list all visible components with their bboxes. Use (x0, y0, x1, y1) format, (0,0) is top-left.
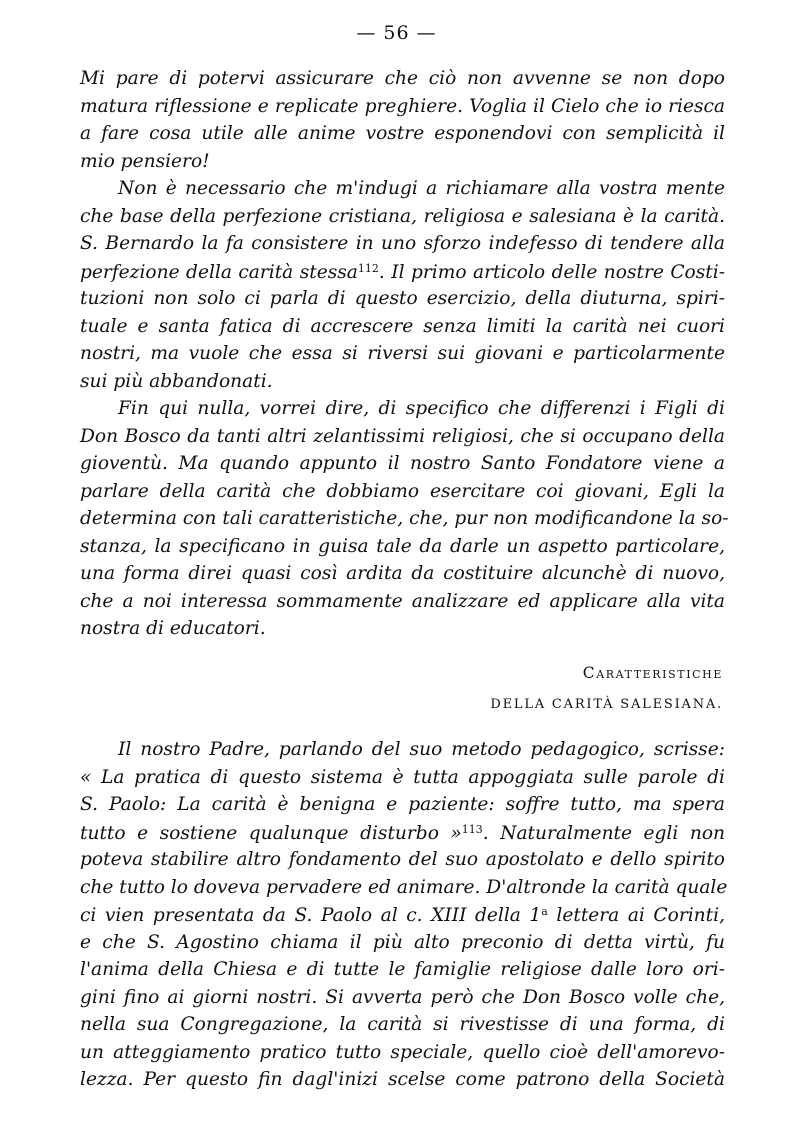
text-line (80, 290, 725, 318)
text-line (80, 986, 725, 1017)
text-line-content: sui più abbandonati. (80, 370, 273, 392)
text-line (80, 455, 725, 483)
text-line (80, 263, 725, 291)
text-line (80, 565, 725, 593)
text-line-content: tuale e santa fatica di accrescere senza limiti la carità nei cuori (80, 315, 725, 337)
text-line-content: perfezione della carità stessa (80, 261, 358, 283)
text-line-content: tutto e sostiene qualunque disturbo » (80, 822, 462, 844)
text-line (80, 1071, 725, 1099)
text-line-content: determina con tali caratteristiche, che, pur non modificandone la so- (80, 508, 729, 529)
text-line-content: lezza. Per questo fin dagl'inizi scelse come patrono della Società (80, 1069, 725, 1090)
body-text-section-1 (80, 68, 729, 648)
text-line-content: l'anima della Chiesa e di tutte le famiglie religiose dalle loro ori- (80, 959, 725, 980)
text-line (80, 906, 725, 934)
text-line-continuation: lettera ai Corinti, (547, 905, 725, 926)
text-line (80, 180, 725, 208)
text-line (80, 508, 729, 538)
footnote-ref-112: 112 (357, 261, 379, 275)
text-line-content: gioventù. Ma quando appunto il nostro Santo Fondatore viene a (80, 453, 725, 474)
text-line-content: nostra di educatori. (80, 618, 266, 639)
text-line-content: S. Bernardo la fa consistere in uno sforzo indefesso di tendere alla (80, 233, 725, 254)
body-text-section-2 (80, 739, 728, 1099)
text-line (80, 535, 725, 566)
text-line-content: « La pratica di questo sistema è tutta appoggiata sulle parole di (80, 766, 725, 788)
text-line-content: mio pensiero! (80, 150, 210, 172)
text-line (80, 150, 725, 181)
text-line-content: nella sua Congregazione, la carità si rivestisse di una forma, di (80, 1014, 725, 1035)
text-line (80, 400, 725, 428)
text-line (80, 70, 725, 98)
text-line (80, 1041, 725, 1072)
text-line-content: che base della perfezione cristiana, religiosa e salesiana è la carità. (80, 205, 725, 227)
text-line (80, 766, 725, 797)
text-line-content: S. Paolo: La carità è benigna e paziente: soffre tutto, ma spera (80, 794, 725, 815)
text-line (80, 851, 725, 879)
ordinal-superscript: a (541, 905, 548, 918)
footnote-ref-113: 113 (461, 822, 483, 836)
text-line (80, 1016, 725, 1044)
text-line-content: e che S. Agostino chiama il più alto preconio di detta virtù, fu (80, 931, 725, 953)
text-line-content: Mi pare di potervi assicurare che ciò non avvenne se non dopo (80, 68, 725, 89)
heading-line-2-text: DELLA CARITÀ SALESIANA. (490, 697, 723, 712)
text-line (80, 931, 725, 962)
text-line (80, 796, 725, 824)
text-line (80, 370, 725, 401)
text-line-content: gini fino ai giorni nostri. Si avverta però che Don Bosco volle che, (80, 986, 725, 1008)
text-line (80, 480, 725, 511)
text-line (80, 961, 725, 989)
text-line-continuation: . Il primo articolo delle nostre Costi- (378, 261, 725, 283)
text-line (80, 125, 725, 153)
page-number: — 56 — (356, 22, 437, 44)
heading-line-1-text: Caratteristiche (582, 664, 723, 682)
text-line-content: Fin qui nulla, vorrei dire, di specifico che differenzi i Figli di (118, 398, 725, 419)
text-line-content: che tutto lo doveva pervadere ed animare. D'altronde la carità quale (80, 876, 728, 898)
text-line-content: matura riflessione e replicate preghiere. Voglia il Cielo che io riesca (80, 95, 725, 117)
text-line (80, 876, 728, 907)
text-line-content: che a noi interessa sommamente analizzare ed applicare alla vita (80, 590, 725, 612)
text-line (80, 620, 725, 648)
text-line (80, 741, 725, 769)
text-line-continuation: . Naturalmente egli non (482, 822, 725, 844)
text-line-content: tuzioni non solo ci parla di questo esercizio, della diuturna, spiri- (80, 288, 725, 309)
section-heading-line-1 (583, 664, 723, 682)
section-heading-line-2 (490, 697, 723, 712)
text-line-content: Il nostro Padre, parlando del suo metodo pedagogico, scrisse: (118, 739, 725, 760)
text-line-content: poteva stabilire altro fondamento del suo apostolato e dello spirito (80, 849, 725, 870)
text-line (80, 235, 725, 263)
text-line-content: ci vien presentata da S. Paolo al c. XIII della 1 (80, 905, 542, 926)
text-line (80, 205, 725, 236)
text-line (80, 315, 725, 346)
text-line-content: una forma direi quasi così ardita da costituire alcunchè di nuovo, (80, 563, 725, 584)
text-line (80, 590, 725, 621)
text-line-content: nostri, ma vuole che essa si riversi sui giovani e particolarmente (80, 343, 725, 364)
text-line (80, 824, 725, 852)
text-line-content: parlare della carità che dobbiamo esercitare coi giovani, Egli la (80, 480, 725, 502)
text-line (80, 345, 725, 373)
text-line-content: un atteggiamento pratico tutto speciale, quello cioè dell'amorevo- (80, 1041, 725, 1063)
text-line-content: a fare cosa utile alle anime vostre esponendovi con semplicità il (80, 123, 725, 144)
text-line-content: stanza, la specificano in guisa tale da darle un aspetto particolare, (80, 535, 725, 557)
text-line (80, 95, 725, 126)
text-line-content: Don Bosco da tanti altri zelantissimi religiosi, che si occupano della (80, 425, 725, 447)
text-line (80, 425, 725, 456)
text-line-content: Non è necessario che m'indugi a richiamare alla vostra mente (118, 178, 725, 199)
